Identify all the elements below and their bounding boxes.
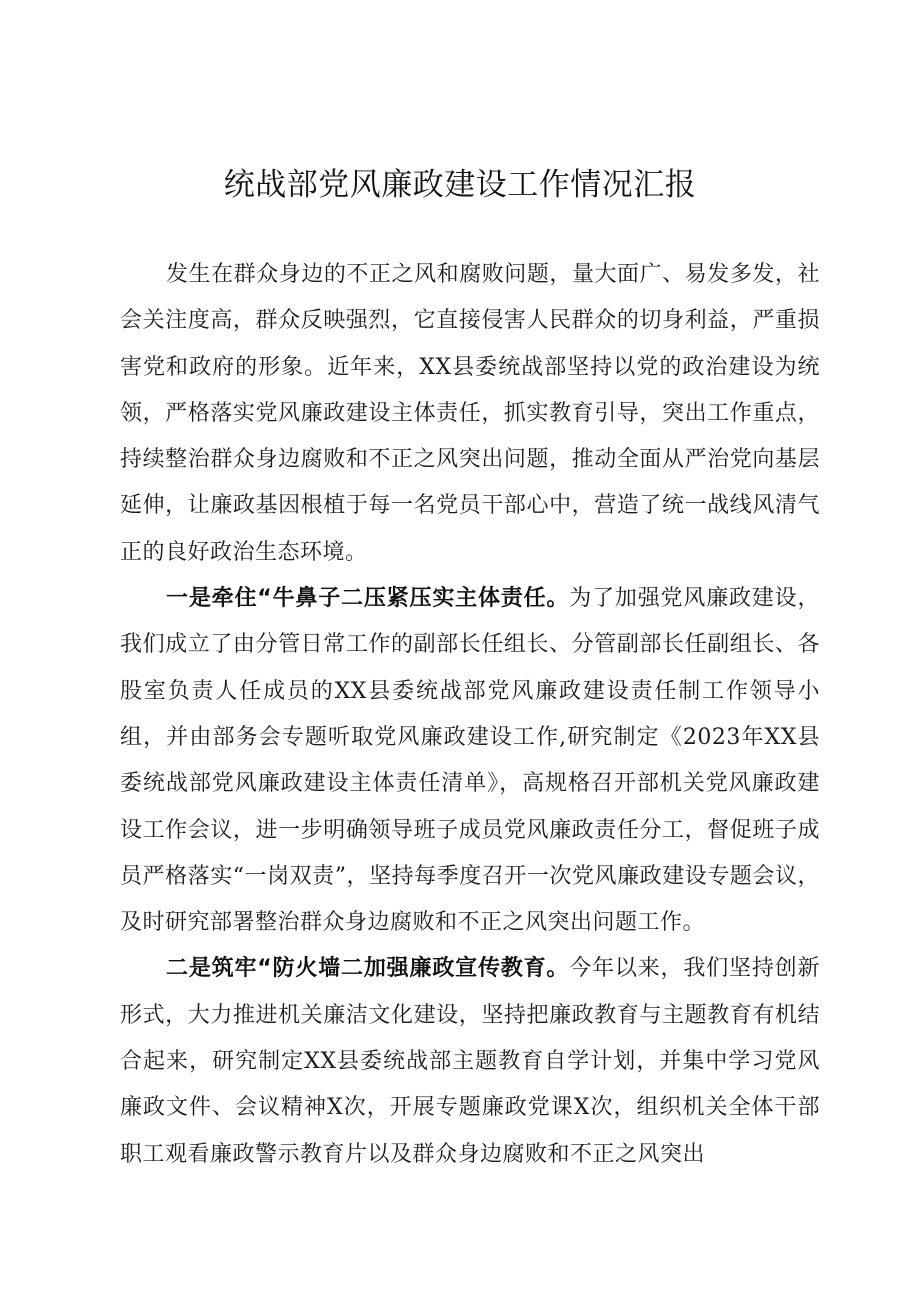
document-title: 统战部党风廉政建设工作情况汇报: [223, 167, 697, 203]
paragraph-text: 今年以来，我们坚持创新形式，大力推进机关廉洁文化建设，坚持把廉政教育与主题教育有机结合起来，研究制定XX县委统战部主题教育自学计划，并集中学习党风廉政文件、会议精神X次，开展专题廉政党课X次，组织机关全体干部职工观看廉政警示教育片以及群众身边腐败和不正之风突出: [120, 956, 820, 1167]
intro-paragraph: [120, 252, 820, 576]
section-one-heading: 一是牵住“牛鼻子二压紧压实主体责任。: [166, 586, 570, 612]
section-two-paragraph: [120, 946, 820, 1177]
section-one-paragraph: [120, 576, 820, 946]
paragraph-text: 发生在群众身边的不正之风和腐败问题，量大面广、易发多发，社会关注度高，群众反映强烈，它直接侵害人民群众的切身利益，严重损害党和政府的形象。近年来，XX县委统战部坚持以党的政治建设为统领，严格落实党风廉政建设主体责任，抓实教育引导，突出工作重点，持续整治群众身边腐败和不正之风突出问题，推动全面从严治党向基层延伸，让廉政基因根植于每一名党员干部心中，营造了统一战线风清气正的良好政治生态环境。: [120, 262, 820, 565]
document-body: [120, 252, 820, 1178]
section-two-heading: 二是筑牢“防火墙二加强廉政宣传教育。: [166, 956, 570, 982]
paragraph-text: 为了加强党风廉政建设，我们成立了由分管日常工作的副部长任组长、分管副部长任副组长、各股室负责人任成员的XX县委统战部党风廉政建设责任制工作领导小组，并由部务会专题听取党风廉政建设工作,研究制定《2023年XX县委统战部党风廉政建设主体责任清单》，高规格召开部机关党风廉政建设工作会议，进一步明确领导班子成员党风廉政责任分工，督促班子成员严格落实“一岗双责”，坚持每季度召开一次党风廉政建设专题会议，及时研究部署整治群众身边腐败和不正之风突出问题工作。: [120, 586, 820, 936]
